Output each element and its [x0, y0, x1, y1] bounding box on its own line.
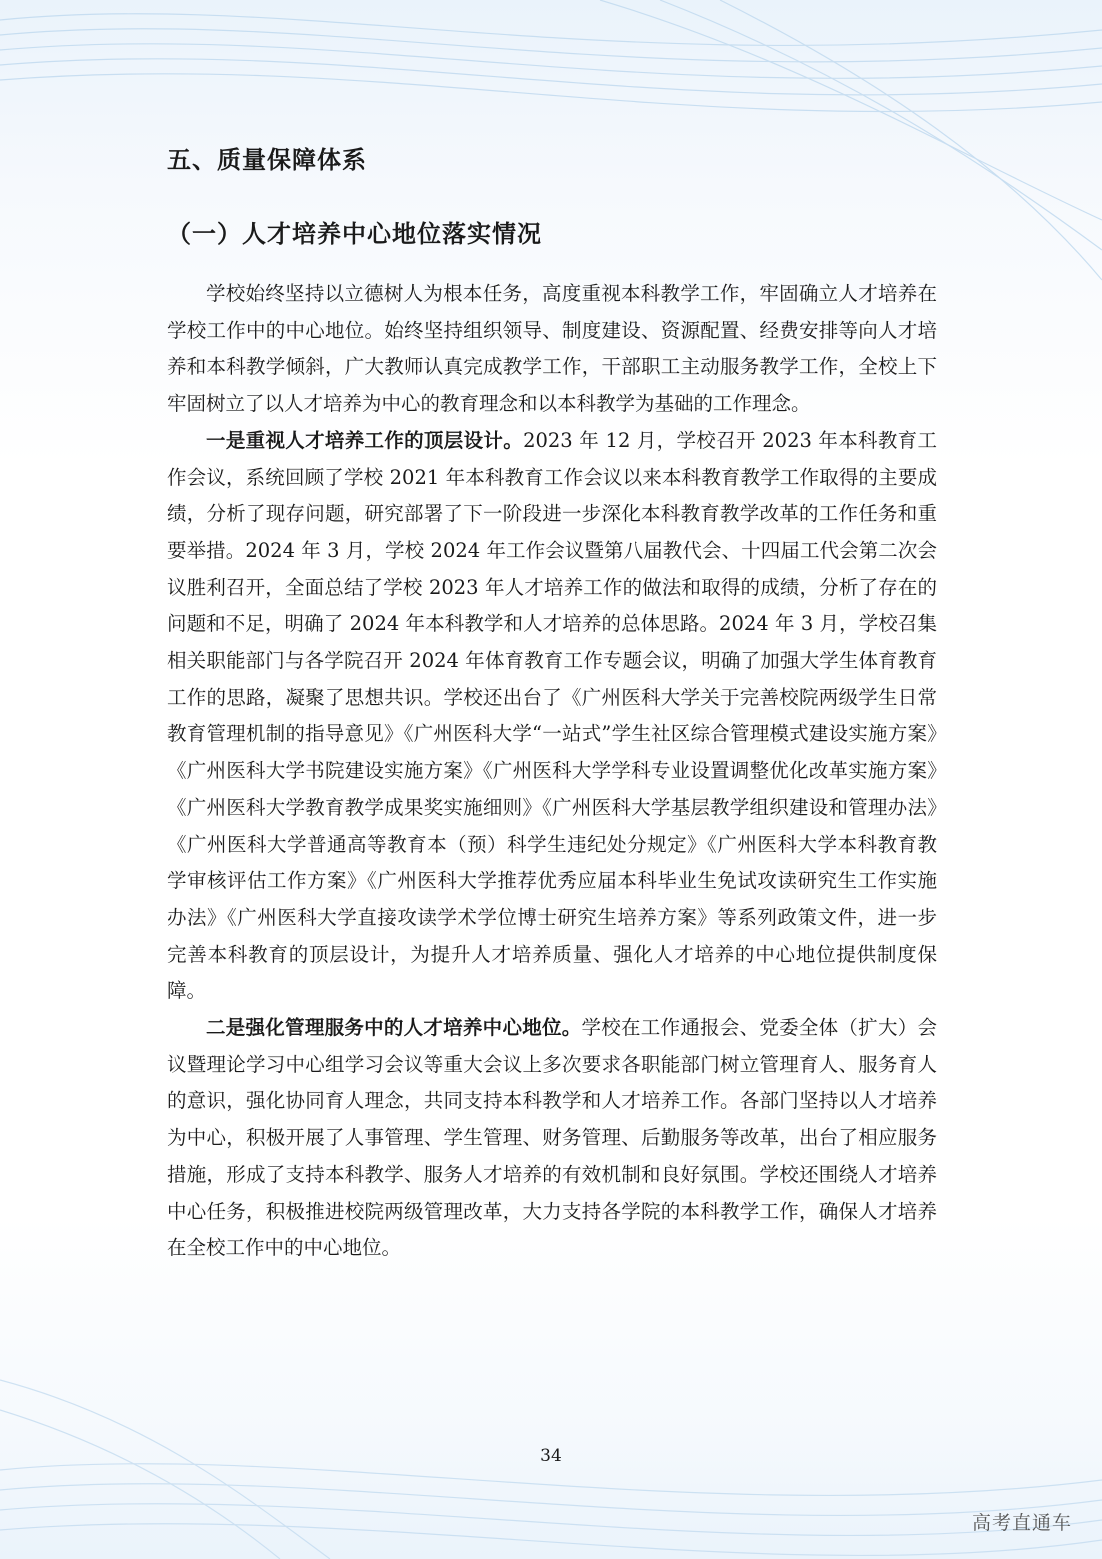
section-title: 五、质量保障体系 [167, 146, 367, 174]
paragraph-1: 学校始终坚持以立德树人为根本任务，高度重视本科教学工作，牢固确立人才培养在学校工作中的中心地位。始终坚持组织领导、制度建设、资源配置、经费安排等向人才培养和本科教学倾斜，广大教师认真完成教学工作，干部职工主动服务教学工作，全校上下牢固树立了以人才培养为中心的教育理念和以本科教学为基础的工作理念。 [167, 282, 937, 416]
watermark: 高考直通车 [971, 1512, 1072, 1534]
paragraph-3-lead: 二是强化管理服务中的人才培养中心地位。 [206, 1016, 582, 1040]
page-content [167, 140, 937, 1267]
paragraph-3-body: 学校在工作通报会、党委全体（扩大）会议暨理论学习中心组学习会议等重大会议上多次要求各职能部门树立管理育人、服务育人的意识，强化协同育人理念，共同支持本科教学和人才培养工作。各部门坚持以人才培养为中心，积极开展了人事管理、学生管理、财务管理、后勤服务等改革，出台了相应服务措施，形成了支持本科教学、服务人才培养的有效机制和良好氛围。学校还围绕人才培养中心任务，积极推进校院两级管理改革，大力支持各学院的本科教学工作，确保人才培养在全校工作中的中心地位。 [167, 1016, 937, 1260]
subsection-title: （一）人才培养中心地位落实情况 [167, 220, 542, 248]
paragraph-2-body: 2023 年 12 月，学校召开 2023 年本科教育工作会议，系统回顾了学校 2021 年本科教育工作会议以来本科教育教学工作取得的主要成绩，分析了现存问题，研究部署了下一阶段进一步深化本科教育教学改革的工作任务和重要举措。2024 年 3 月，学校 2024 年工作会议暨第八届教代会、十四届工代会第二次会议胜利召开，全面总结了学校 2023 年人才培养工作的做法和取得的成绩，分析了存在的问题和不足，明确了 2024 年本科教学和人才培养的总体思路。2024 年 3 月，学校召集相关职能部门与各学院召开 2024 年体育教育工作专题会议，明确了加强大学生体育教育工作的思路，凝聚了思想共识。学校还出台了《广州医科大学关于完善校院两级学生日常教育管理机制的指导意见》《广州医科大学“一站式”学生社区综合管理模式建设实施方案》《广州医科大学书院建设实施方案》《广州医科大学学科专业设置调整优化改革实施方案》《广州医科大学教育教学成果奖实施细则》《广州医科大学基层教学组织建设和管理办法》《广州医科大学普通高等教育本（预）科学生违纪处分规定》《广州医科大学本科教育教学审核评估工作方案》《广州医科大学推荐优秀应届本科毕业生免试攻读研究生工作实施办法》《广州医科大学直接攻读学术学位博士研究生培养方案》等系列政策文件，进一步完善本科教育的顶层设计，为提升人才培养质量、强化人才培养的中心地位提供制度保障。 [167, 428, 937, 1003]
paragraph-2-lead: 一是重视人才培养工作的顶层设计。 [206, 428, 524, 452]
page-number: 34 [540, 1446, 562, 1466]
paragraph-3 [167, 1010, 937, 1267]
paragraph-2 [167, 423, 937, 1010]
